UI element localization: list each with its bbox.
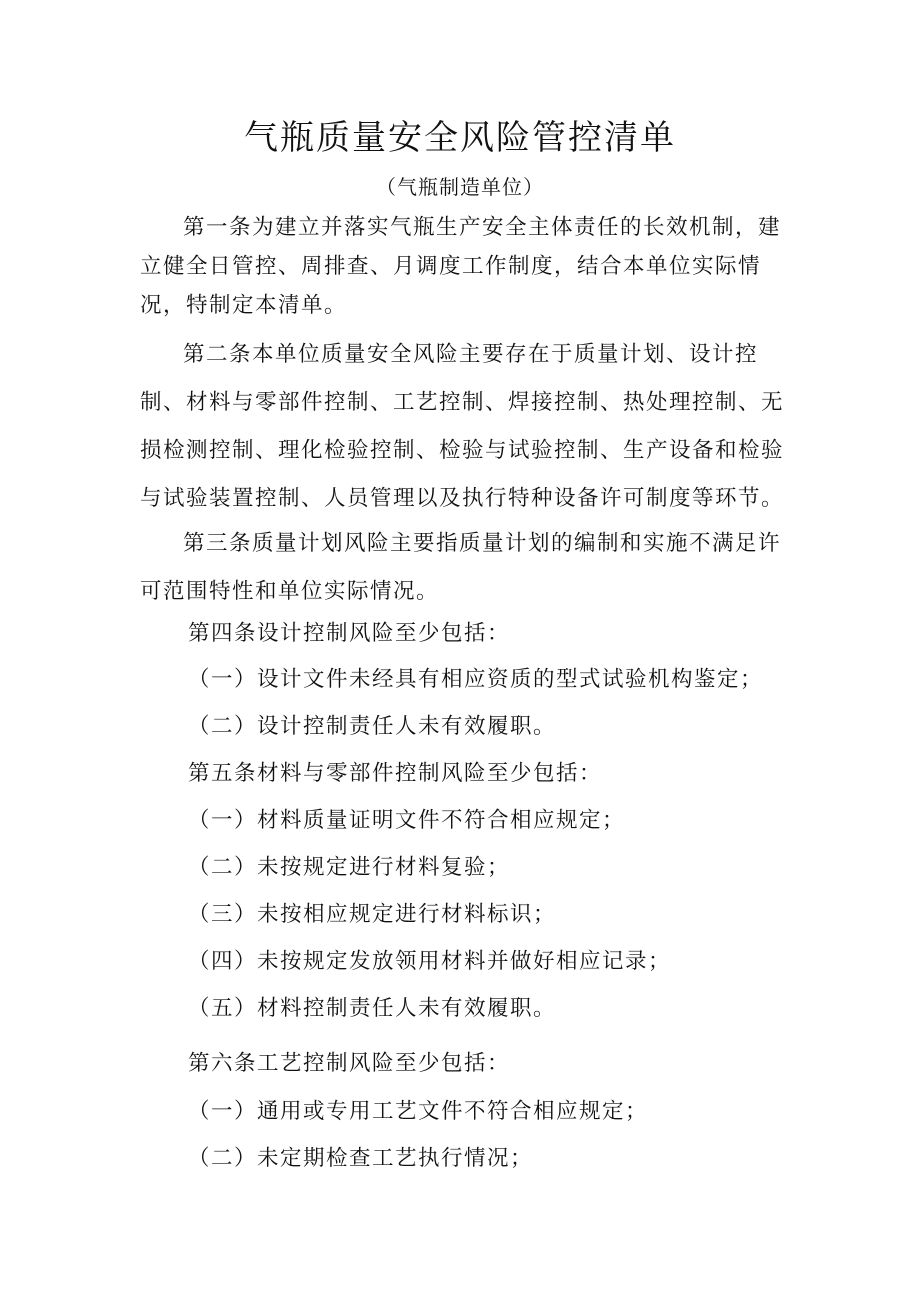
list-item: （三）未按相应规定进行材料标识； [188, 902, 557, 927]
document-subtitle: （气瓶制造单位） [376, 175, 544, 199]
list-item: （一）材料质量证明文件不符合相应规定； [188, 808, 626, 833]
article-4-heading: 第四条设计控制风险至少包括： [188, 621, 511, 646]
article-1-paragraph: 第一条为建立并落实气瓶生产安全主体责任的长效机制，建立健全日管控、周排查、月调度工作制度，结合本单位实际情况，特制定本清单。 [140, 215, 782, 318]
list-item: （二）未定期检查工艺执行情况； [188, 1146, 534, 1171]
list-item: （二）设计控制责任人未有效履职。 [188, 714, 557, 739]
article-3-paragraph: 第三条质量计划风险主要指质量计划的编制和实施不满足许可范围特性和单位实际情况。 [140, 531, 782, 604]
document-title: 气瓶质量安全风险管控清单 [244, 118, 676, 158]
list-item: （五）材料控制责任人未有效履职。 [188, 996, 557, 1021]
article-2-paragraph: 第二条本单位质量安全风险主要存在于质量计划、设计控制、材料与零部件控制、工艺控制、焊接控制、热处理控制、无损检测控制、理化检验控制、检验与试验控制、生产设备和检验与试验装置控制、人员管理以及执行特种设备许可制度等环节。 [140, 342, 785, 511]
list-item: （二）未按规定进行材料复验； [188, 855, 511, 880]
article-6-heading: 第六条工艺控制风险至少包括： [188, 1051, 511, 1076]
list-item: （一）设计文件未经具有相应资质的型式试验机构鉴定； [188, 667, 764, 692]
article-5-heading: 第五条材料与零部件控制风险至少包括： [188, 761, 603, 786]
list-item: （一）通用或专用工艺文件不符合相应规定； [188, 1099, 649, 1124]
list-item: （四）未按规定发放领用材料并做好相应记录； [188, 949, 672, 974]
